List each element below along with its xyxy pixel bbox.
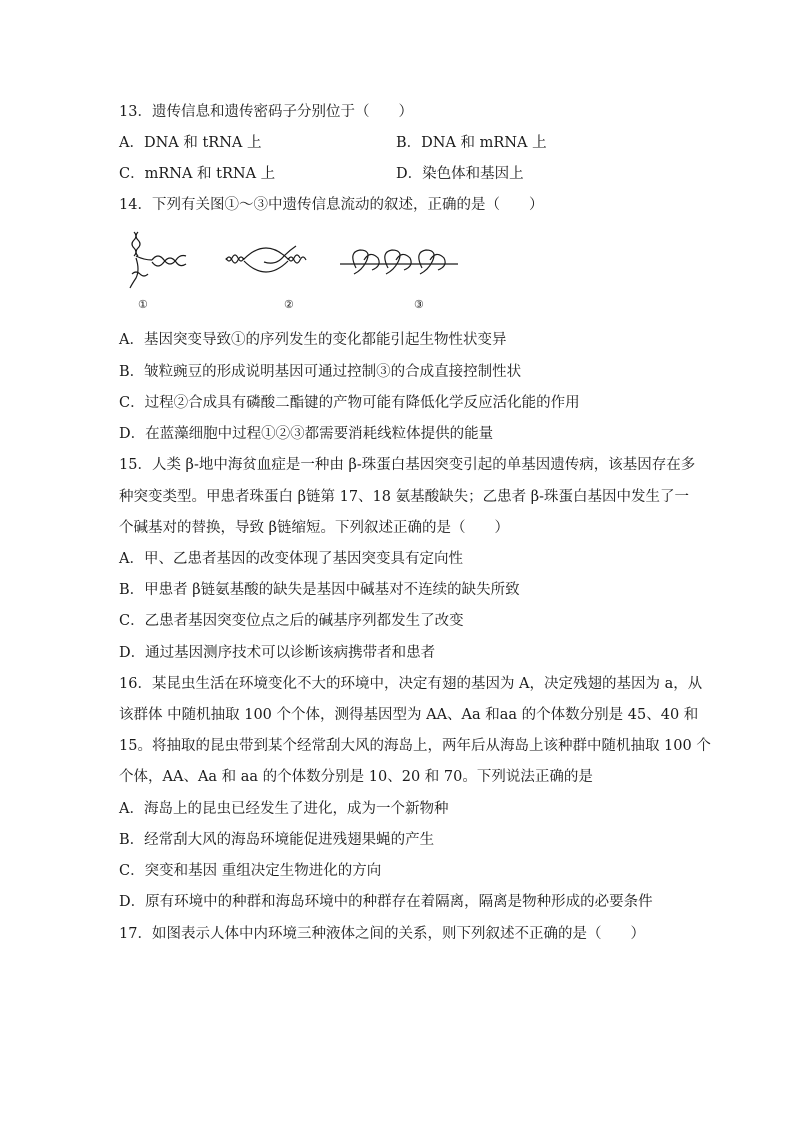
q16-option-a: A．海岛上的昆虫已经发生了进化，成为一个新物种 bbox=[119, 801, 449, 817]
q16-stem-line-1: 16．某昆虫生活在环境变化不大的环境中，决定有翅的基因为 A，决定残翅的基因为 a，从 bbox=[119, 676, 703, 692]
q15-stem-line-1: 15．人类 β-地中海贫血症是一种由 β-珠蛋白基因突变引起的单基因遗传病，该基因存在多 bbox=[119, 457, 696, 473]
q14-option-a: A．基因突变导致①的序列发生的变化都能引起生物性状变异 bbox=[119, 332, 507, 348]
q14-option-c: C．过程②合成具有磷酸二酯键的产物可能有降低化学反应活化能的作用 bbox=[119, 395, 580, 411]
q15-option-a: A．甲、乙患者基因的改变体现了基因突变具有定向性 bbox=[119, 551, 463, 567]
q15-stem-line-2: 种突变类型。甲患者珠蛋白 β链第 17、18 氨基酸缺失；乙患者 β-珠蛋白基因中发生了一 bbox=[119, 489, 689, 505]
q17-stem: 17．如图表示人体中内环境三种液体之间的关系，则下列叙述不正确的是（ ） bbox=[119, 926, 645, 942]
q14-option-b: B．皱粒豌豆的形成说明基因可通过控制③的合成直接控制性状 bbox=[119, 364, 522, 380]
q14-stem: 14．下列有关图①～③中遗传信息流动的叙述，正确的是（ ） bbox=[119, 197, 544, 213]
q15-option-d: D．通过基因测序技术可以诊断该病携带者和患者 bbox=[119, 645, 436, 661]
q14-option-d: D．在蓝藻细胞中过程①②③都需要消耗线粒体提供的能量 bbox=[119, 426, 494, 442]
q13-stem: 13．遗传信息和遗传密码子分别位于（ ） bbox=[119, 104, 413, 120]
q16-stem-line-2: 该群体 中随机抽取 100 个个体，测得基因型为 AA、Aa 和aa 的个体数分别是 45、40 和 bbox=[119, 707, 699, 723]
q13-option-d: D．染色体和基因上 bbox=[396, 166, 524, 182]
q16-stem-line-3: 15。将抽取的昆虫带到某个经常刮大风的海岛上，两年后从海岛上该种群中随机抽取 100 个 bbox=[119, 738, 711, 754]
figure-2-label: ② bbox=[284, 298, 294, 311]
q16-option-c: C．突变和基因 重组决定生物进化的方向 bbox=[119, 863, 382, 879]
q13-option-b: B．DNA 和 mRNA 上 bbox=[396, 135, 547, 151]
q15-option-b: B．甲患者 β链氨基酸的缺失是基因中碱基对不连续的缺失所致 bbox=[119, 582, 520, 598]
q15-stem-line-3: 个碱基对的替换，导致 β链缩短。下列叙述正确的是（ ） bbox=[119, 520, 509, 536]
figure-3-translation bbox=[338, 246, 460, 278]
figure-1-replication bbox=[124, 228, 194, 294]
q16-option-b: B．经常刮大风的海岛环境能促进残翅果蝇的产生 bbox=[119, 832, 435, 848]
q16-stem-line-4: 个体，AA、Aa 和 aa 的个体数分别是 10、20 和 70。下列说法正确的是 bbox=[119, 769, 593, 785]
figure-3-label: ③ bbox=[414, 298, 424, 311]
q15-option-c: C．乙患者基因突变位点之后的碱基序列都发生了改变 bbox=[119, 613, 464, 629]
figure-1-label: ① bbox=[138, 298, 148, 311]
q13-option-c: C．mRNA 和 tRNA 上 bbox=[119, 166, 276, 182]
q16-option-d: D．原有环境中的种群和海岛环境中的种群存在着隔离，隔离是物种形成的必要条件 bbox=[119, 894, 653, 910]
q13-option-a: A．DNA 和 tRNA 上 bbox=[119, 135, 262, 151]
figure-2-transcription bbox=[224, 240, 308, 280]
